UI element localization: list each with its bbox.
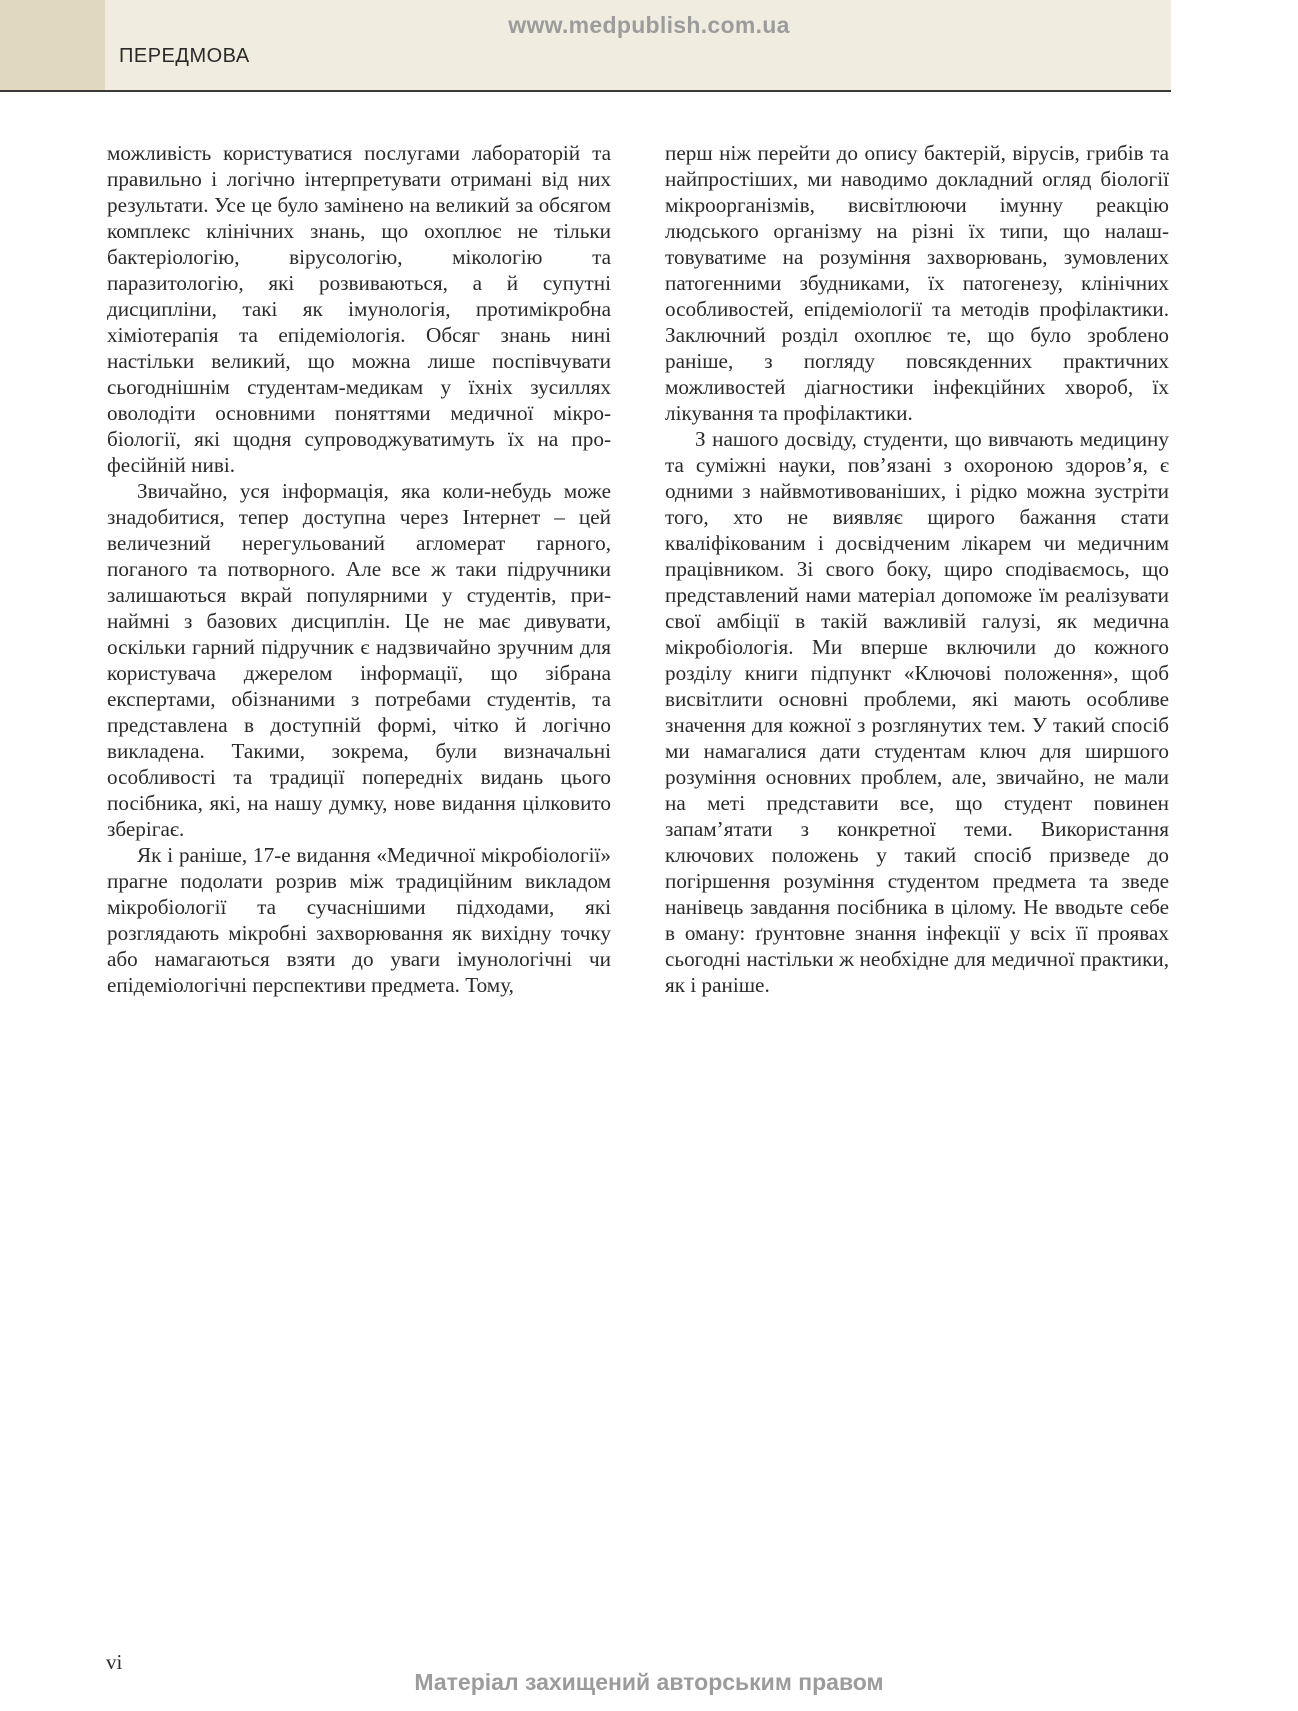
text-column-left	[107, 140, 611, 998]
page-number: vi	[106, 1650, 123, 1674]
paragraph: Як і раніше, 17-е видання «Медичної мікробіології» прагне подолати розрив між традиційним викладом мікробіології та сучаснішими підходами, які розглядають мікробні захворювання як вихідну точку або намагаються взяти до уваги імунологічні чи епідеміологічні перспективи предмета. Тому,	[107, 843, 611, 997]
paragraph: перш ніж перейти до опису бактерій, вірусів, грибів та найпростіших, ми наводимо докладний огляд біології мікроорганізмів, висвітлюючи імунну реакцію людського організму на різні їх типи, що налаштовуватиме на розуміння захворювань, зумовлених патогенними збудниками, їх патогенезу, клінічних особливостей, епідеміології та методів профілактики. Заключний розділ охоплює те, що було зроблено раніше, з погляду повсякденних практичних можливостей діагностики інфекційних хвороб, їх лікування та профілактики.	[665, 141, 1169, 425]
copyright-watermark: Матеріал захищений авторським правом	[414, 1669, 884, 1695]
paragraph: Звичайно, уся інформація, яка коли-небудь може знадобитися, тепер доступна через Інтернет – цей величезний нерегульований агломерат гарного, поганого та потворного. Але все ж таки підручники залишаються вкрай популярними у студентів, принаймні з базових дисциплін. Це не має дивувати, оскільки гарний підручник є надзвичайно зручним для користувача джерелом інформації, що зібрана експертами, обізнаними з потребами студентів, та представлена в доступній формі, чітко й логічно викладена. Такими, зокрема, були визначальні особливості та традиції попередніх видань цього посібника, які, на нашу думку, нове видання цілковито зберігає.	[107, 479, 611, 841]
watermark-url: www.medpublish.com.ua	[508, 12, 790, 38]
paragraph: З нашого досвіду, студенти, що вивчають медицину та суміжні науки, пов’язані з охороною здоров’я, є одними з найвмотивованіших, і рідко можна зустріти того, хто не виявляє щирого бажання стати кваліфікованим і досвідченим лікарем чи медичним працівником. Зі свого боку, щиро сподіваємось, що представлений нами матеріал допоможе їм реалізувати свої амбіції в такій важливій галузі, як медична мікробіологія. Ми вперше включили до кожного розділу книги підпункт «Ключові положення», щоб висвітлити основні проблеми, які мають особливе значення для кожної з розглянутих тем. У такий спосіб ми намагалися дати студентам ключ для ширшого розуміння основних проблем, але, звичайно, не мали на меті представити все, що студент повинен запам’ятати з конкретної теми. Використання ключових положень у такий спосіб призведе до погіршення розуміння студентом предмета та зведе нанівець завдання посібника в цілому. Не вводьте себе в оману: ґрунтовне знання інфекції у всіх її проявах сьогодні настільки ж необхідне для медичної практики, як і раніше.	[665, 427, 1169, 997]
section-title: ПЕРЕДМОВА	[119, 45, 250, 67]
text-column-right	[665, 140, 1169, 998]
header-divider	[0, 90, 1171, 92]
paragraph: можливість користуватися послугами лабораторій та правильно і логічно інтерпретувати отримані від них результати. Усе це було замінено на великий за обсягом комплекс клінічних знань, що охоплює не тільки бактеріологію, вірусологію, мікологію та паразитологію, які розвиваються, а й супутні дисципліни, такі як імунологія, протимікробна хіміотерапія та епідеміологія. Обсяг знань нині настільки великий, що можна лише поспівчувати сьогоднішнім студентам-медикам у їхніх зусиллях оволодіти основними поняттями медичної мікробіології, які щодня супроводжуватимуть їх на професійній ниві.	[107, 141, 611, 477]
